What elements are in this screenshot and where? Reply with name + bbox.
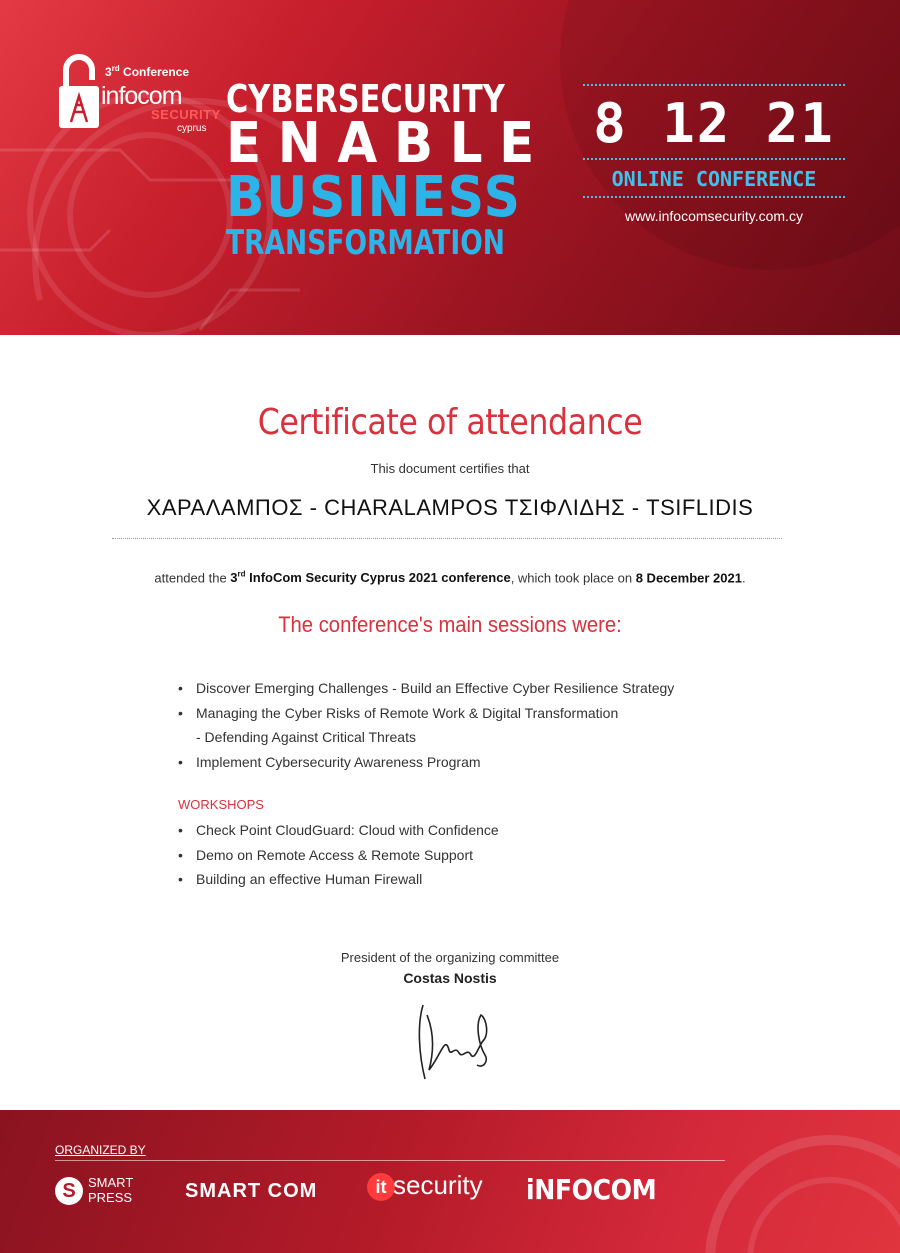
footer-divider bbox=[55, 1160, 725, 1161]
organized-by-label: ORGANIZED BY bbox=[55, 1143, 146, 1157]
name-underline bbox=[112, 538, 782, 539]
headline-line-3: BUSINESS bbox=[226, 165, 522, 230]
infocom-logo bbox=[55, 48, 221, 148]
smart-com-logo: SMART COM bbox=[185, 1180, 318, 1202]
logo-brand: infocom bbox=[101, 82, 182, 110]
bullet: • bbox=[178, 846, 183, 863]
bullet: • bbox=[178, 680, 183, 696]
header-banner bbox=[0, 0, 900, 335]
website-link[interactable]: www.infocomsecurity.com.cy bbox=[625, 208, 803, 224]
itsecurity-logo: it security bbox=[367, 1168, 507, 1208]
signatory-name: Costas Nostis bbox=[403, 970, 497, 986]
logo-country: cyprus bbox=[177, 123, 207, 134]
sessions-list bbox=[178, 676, 674, 774]
bullet: • bbox=[178, 871, 183, 887]
smart-press-logo: S SMART PRESS bbox=[55, 1175, 155, 1207]
signature-image bbox=[405, 995, 500, 1085]
headline-line-1: CYBERSECURITY bbox=[226, 77, 505, 121]
bullet: • bbox=[178, 704, 183, 721]
list-item: • Building an effective Human Firewall bbox=[178, 867, 499, 892]
footer-banner bbox=[0, 1110, 900, 1253]
workshops-list bbox=[178, 818, 499, 892]
it-badge-icon: it bbox=[367, 1173, 395, 1201]
dotted-rule bbox=[583, 158, 845, 160]
workshops-label: WORKSHOPS bbox=[178, 797, 264, 812]
event-date: 8 12 21 bbox=[593, 92, 835, 155]
headline-line-2: ENABLE bbox=[226, 111, 551, 176]
dotted-rule bbox=[583, 84, 845, 86]
logo-security: SECURITY bbox=[151, 107, 221, 122]
headline bbox=[226, 77, 556, 263]
event-type: ONLINE CONFERENCE bbox=[611, 167, 817, 191]
certificate-title: Certificate of attendance bbox=[257, 402, 643, 443]
padlock-icon bbox=[57, 50, 101, 130]
event-date-box bbox=[583, 84, 845, 224]
list-item: • Demo on Remote Access & Remote Support bbox=[178, 843, 499, 868]
dotted-rule bbox=[583, 196, 845, 198]
list-item: • Check Point CloudGuard: Cloud with Confidence bbox=[178, 818, 499, 843]
infocom-footer-logo: iNFOCOM bbox=[526, 1173, 657, 1206]
signatory-role: President of the organizing committee bbox=[340, 950, 560, 965]
certifies-text: This document certifies that bbox=[370, 461, 530, 476]
sessions-title: The conference's main sessions were: bbox=[278, 612, 622, 637]
bullet: • bbox=[178, 822, 183, 838]
attendee-name: ΧΑΡΑΛΑΜΠΟΣ - CHARALAMPOS ΤΣΙΦΛΙΔΗΣ - TSIFLIDIS bbox=[146, 495, 754, 520]
list-item: • Implement Cybersecurity Awareness Program bbox=[178, 750, 674, 775]
conference-edition: 3rd Conference bbox=[105, 64, 190, 79]
bullet: • bbox=[178, 753, 183, 770]
attendance-statement: attended the 3rd InfoCom Security Cyprus 2021 conference, which took place on 8 December 2021. bbox=[154, 570, 746, 586]
smart-press-icon: S bbox=[55, 1177, 83, 1205]
headline-line-4: TRANSFORMATION bbox=[226, 223, 505, 263]
list-item: • Managing the Cyber Risks of Remote Work & Digital Transformation - Defending Against Critical Threats bbox=[178, 701, 674, 750]
list-item: • Discover Emerging Challenges - Build an Effective Cyber Resilience Strategy bbox=[178, 676, 674, 701]
